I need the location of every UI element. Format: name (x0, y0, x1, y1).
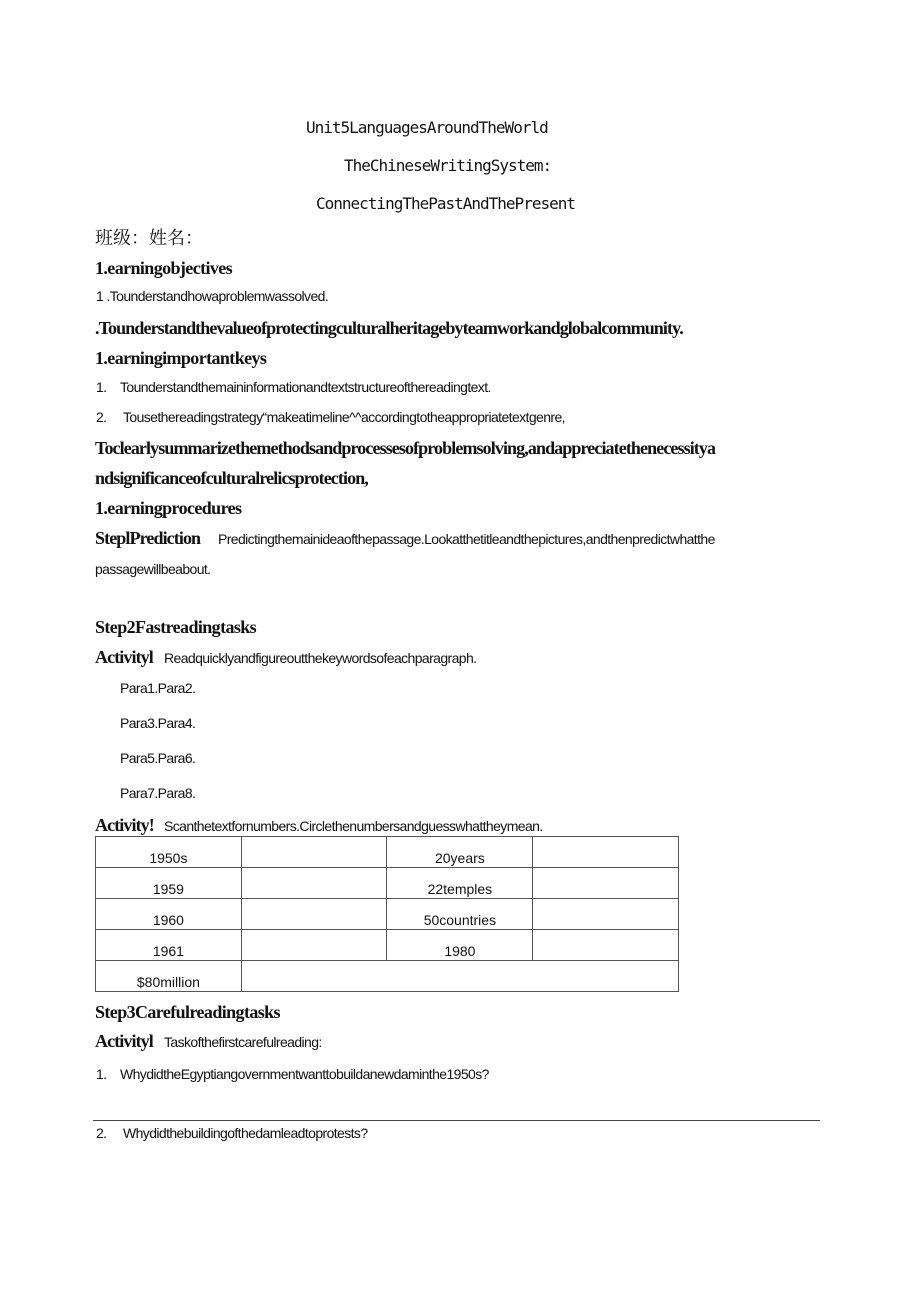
activity2-text: Scanthetextfornumbers.Circlethenumbersandguesswhattheymean. (164, 818, 543, 834)
step1-label: SteplPrediction (95, 528, 201, 548)
class-name-label: 班级：姓名： (95, 228, 203, 249)
step2-heading: Step2Fastreadingtasks (95, 617, 257, 637)
step1-text-continued: passagewillbeabout. (95, 561, 211, 577)
table-row (96, 868, 679, 899)
answer-cell[interactable] (241, 868, 387, 899)
answer-cell[interactable] (241, 930, 387, 961)
question-2: Whydidthebuildingofthedamleadtoprotests? (123, 1125, 368, 1141)
table-cell: $80million (96, 961, 242, 992)
answer-cell[interactable] (533, 899, 679, 930)
para-line: Para1.Para2. (120, 680, 196, 696)
answer-cell[interactable] (241, 899, 387, 930)
lesson-title: TheChineseWritingSystem: (344, 156, 552, 175)
lesson-subtitle: ConnectingThePastAndThePresent (316, 194, 575, 213)
activity1-text: Readquicklyandfigureoutthekeywordsofeachparagraph. (164, 650, 477, 666)
step3-heading: Step3Carefulreadingtasks (95, 1002, 280, 1022)
table-row (96, 961, 679, 992)
question-1: WhydidtheEgyptiangovernmentwanttobuildanewdaminthe1950s? (120, 1066, 489, 1082)
numbers-table (95, 836, 679, 992)
key-item-3-line-2: ndsignificanceofculturalrelicsprotection, (95, 468, 368, 488)
answer-cell[interactable] (533, 930, 679, 961)
answer-cell[interactable] (533, 837, 679, 868)
objectives-heading: 1.earningobjectives (95, 258, 233, 278)
table-row (96, 930, 679, 961)
key-item-3-line-1: Toclearlysummarizethemethodsandprocessesofproblemsolving,andappreciatethenecessitya (95, 438, 716, 458)
key-item-2-number: 2. (96, 409, 107, 425)
table-cell: 1959 (96, 868, 242, 899)
table-cell: 1960 (96, 899, 242, 930)
key-item-1-number: 1. (96, 379, 107, 395)
table-cell: 1950s (96, 837, 242, 868)
key-item-1: Tounderstandthemaininformationandtextstructureofthereadingtext. (120, 379, 491, 395)
para-line: Para3.Para4. (120, 715, 196, 731)
procedures-heading: 1.earningprocedures (95, 498, 242, 518)
objective-item-1: 1 .Tounderstandhowaproblemwassolved. (96, 288, 329, 304)
question-2-number: 2. (96, 1125, 107, 1141)
activity3-text: Taskofthefirstcarefulreading: (164, 1034, 322, 1050)
table-cell: 50countries (387, 899, 533, 930)
table-cell: 22temples (387, 868, 533, 899)
table-row (96, 837, 679, 868)
table-row (96, 899, 679, 930)
table-cell: 1961 (96, 930, 242, 961)
keys-heading: 1.earningimportantkeys (95, 348, 267, 368)
unit-title: Unit5LanguagesAroundTheWorld (306, 118, 548, 137)
para-line: Para5.Para6. (120, 750, 196, 766)
step1-text: Predictingthemainideaofthepassage.Lookatthetitleandthepictures,andthenpredictwhatthe (218, 531, 715, 547)
answer-cell[interactable] (241, 961, 678, 992)
activity2-label: Activity! (95, 815, 154, 835)
objective-item-2: .Tounderstandthevalueofprotectingculturalheritagebyteamworkandglobalcommunity. (95, 318, 683, 338)
para-line: Para7.Para8. (120, 785, 196, 801)
question-1-number: 1. (96, 1066, 107, 1082)
activity3-label: Activityl (95, 1031, 153, 1051)
answer-cell[interactable] (241, 837, 387, 868)
table-cell: 20years (387, 837, 533, 868)
table-cell: 1980 (387, 930, 533, 961)
activity1-label: Activityl (95, 647, 153, 667)
key-item-2: Tousethereadingstrategy“makeatimeline^^accordingtotheappropriatetextgenre, (123, 409, 565, 425)
answer-line[interactable] (93, 1120, 820, 1121)
answer-cell[interactable] (533, 868, 679, 899)
